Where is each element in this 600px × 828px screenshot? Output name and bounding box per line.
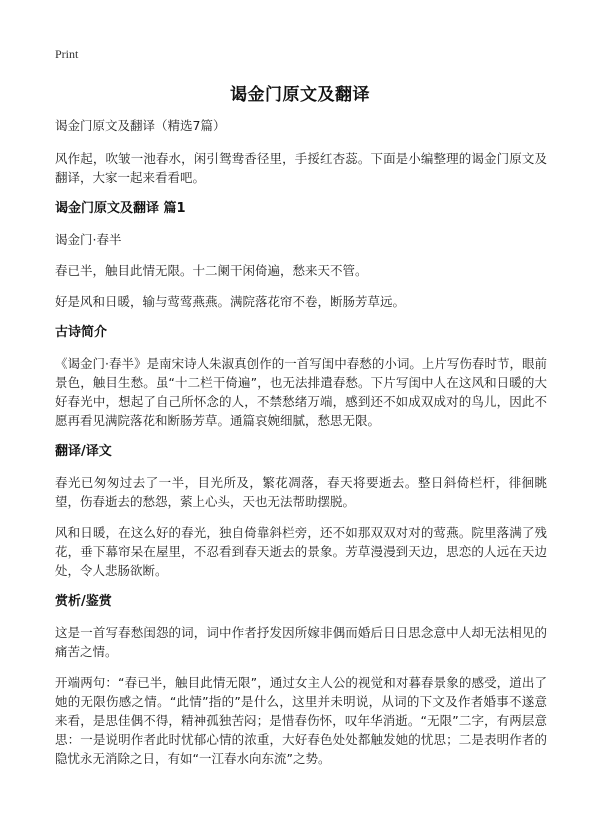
poem-title: 谒金门·春半 — [55, 232, 122, 247]
page-title: 谒金门原文及翻译 — [230, 85, 370, 105]
article-body — [55, 116, 547, 780]
poem-line-2: 好是风和日暖，输与莺莺燕燕。满院落花帘不卷，断肠芳草远。 — [55, 294, 406, 309]
section-heading-intro: 古诗简介 — [55, 325, 108, 340]
lead-paragraph: 风作起，吹皱一池春水，闲引鸳鸯香径里，手挼红杏蕊。下面是小编整理的谒金门原文及翻译，大家一起来看看吧。 — [55, 151, 547, 185]
print-label: Print — [55, 47, 79, 61]
section-heading-appreciation: 赏析/鉴赏 — [55, 594, 112, 609]
article-subtitle: 谒金门原文及翻译（精选7篇） — [55, 118, 226, 133]
section-heading-part1: 谒金门原文及翻译 篇1 — [55, 201, 186, 216]
intro-paragraph: 《谒金门·春半》是南宋诗人朱淑真创作的一首写闺中春愁的小词。上片写伤春时节，眼前景色，触目生愁。虽“十二栏干倚遍”，也无法排遣春愁。下片写闺中人在这风和日暖的大好春光中，想起了自己所怀念的人，不禁愁绪万端，感到还不如成双成对的鸟儿，因此不愿再看见满院落花和断肠芳草。通篇哀婉细腻，愁思无限。 — [55, 356, 547, 428]
translation-paragraph-2: 风和日暖，在这么好的春光，独自倚靠斜栏旁，还不如那双双对对的莺燕。院里落满了残花，垂下幕帘呆在屋里，不忍看到春天逝去的景象。芳草漫漫到天边，思恋的人远在天边处，令人悲肠欲断。 — [55, 525, 547, 578]
translation-paragraph-1: 春光已匆匆过去了一半，目光所及，繁花凋落，春天将要逝去。整日斜倚栏杆，徘徊眺望，伤春逝去的愁怨，萦上心头，天也无法帮助摆脱。 — [55, 475, 547, 509]
poem-line-1: 春已半，触目此情无限。十二阑干闲倚遍，愁来天不管。 — [55, 263, 368, 278]
section-heading-translation: 翻译/译文 — [55, 444, 112, 459]
appreciation-paragraph-2: 开端两句：“春已半，触目此情无限”，通过女主人公的视觉和对暮春景象的感受，道出了她的无限伤感之情。“此情”指的”是什么，这里并未明说，从词的下文及作者婚事不遂意来看，是思佳偶不得，精神孤独苦闷；是惜春伤怀，叹年华消逝。“无限”二字，有两层意思：一是说明作者此时忧郁心情的浓重，大好春色处处都触发她的忧思；二是表明作者的隐忧永无消除之日，有如“一江春水向东流”之势。 — [55, 675, 547, 766]
appreciation-paragraph-1: 这是一首写春愁闺怨的词，词中作者抒发因所嫁非偶而婚后日日思念意中人却无法相见的痛苦之情。 — [55, 625, 547, 659]
